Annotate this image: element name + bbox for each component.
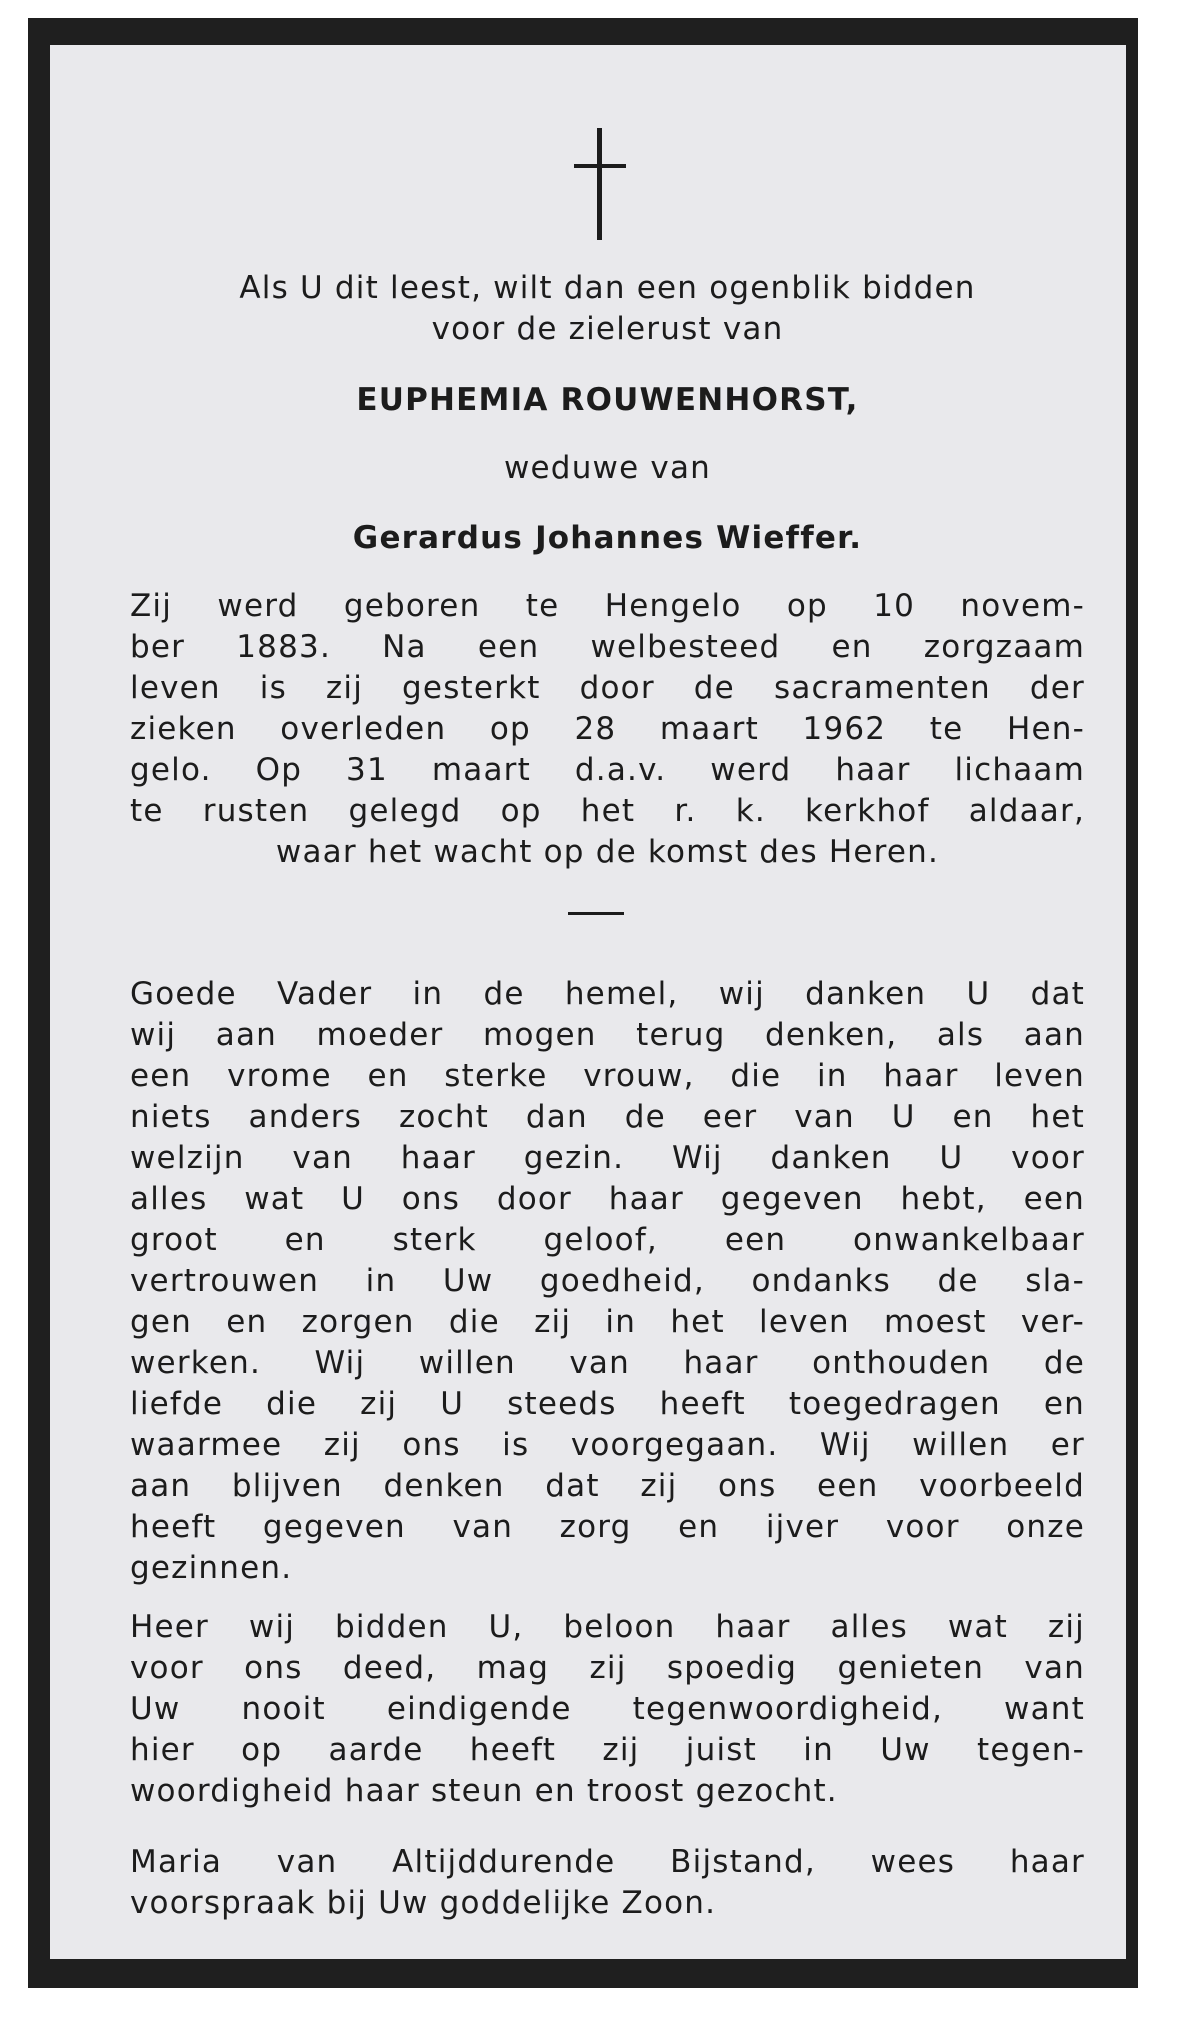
prayer-line: wij aan moeder mogen terug denken, als aan <box>130 1017 1085 1053</box>
prayer-line: waarmee zij ons is voorgegaan. Wij willen er <box>130 1427 1085 1463</box>
prayer-line: voor ons deed, mag zij spoedig genieten van <box>130 1650 1085 1686</box>
prayer-paragraph-3 <box>130 1842 1085 1924</box>
relation-text: weduwe van <box>503 450 712 486</box>
bio-line: ber 1883. Na een welbesteed en zorgzaam <box>130 629 1085 665</box>
prayer-line: hier op aarde heeft zij juist in Uw tegen- <box>130 1732 1085 1768</box>
prayer-line: werken. Wij willen van haar onthouden de <box>130 1345 1085 1381</box>
prayer-line: heeft gegeven van zorg en ijver voor onze <box>130 1509 1085 1545</box>
prayer-line: woordigheid haar steun en troost gezocht. <box>130 1773 838 1809</box>
bio-line: waar het wacht op de komst des Heren. <box>275 834 940 870</box>
prayer-line: Goede Vader in de hemel, wij danken U dat <box>130 976 1085 1012</box>
prayer-line: niets anders zocht dan de eer van U en het <box>130 1099 1085 1135</box>
bio-line: zieken overleden op 28 maart 1962 te Hen- <box>130 711 1085 747</box>
prayer-paragraph-2 <box>130 1607 1085 1812</box>
bio-line: te rusten gelegd op het r. k. kerkhof aldaar, <box>130 793 1085 829</box>
prayer-line: alles wat U ons door haar gegeven hebt, een <box>130 1181 1085 1217</box>
bio-line: Zij werd geboren te Hengelo op 10 novem- <box>130 588 1085 624</box>
prayer-line: Uw nooit eindigende tegenwoordigheid, want <box>130 1691 1085 1727</box>
prayer-line: een vrome en sterke vrouw, die in haar leven <box>130 1058 1085 1094</box>
prayer-line: gezinnen. <box>130 1550 293 1586</box>
section-divider <box>568 912 624 915</box>
biography-paragraph <box>130 586 1085 873</box>
intro-line: voor de zielerust van <box>431 311 784 347</box>
prayer-line: voorspraak bij Uw goddelijke Zoon. <box>130 1885 717 1921</box>
prayer-line: liefde die zij U steeds heeft toegedragen en <box>130 1386 1085 1422</box>
intro-text <box>130 268 1085 350</box>
prayer-line: aan blijven denken dat zij ons een voorbeeld <box>130 1468 1085 1504</box>
cross-icon <box>570 128 630 240</box>
spouse-name: Gerardus Johannes Wieffer. <box>352 520 863 556</box>
prayer-line: Heer wij bidden U, beloon haar alles wat zij <box>130 1609 1085 1645</box>
bio-line: gelo. Op 31 maart d.a.v. werd haar lichaam <box>130 752 1085 788</box>
intro-line: Als U dit leest, wilt dan een ogenblik bidden <box>239 270 976 306</box>
bio-line: leven is zij gesterkt door de sacramenten der <box>130 670 1085 706</box>
prayer-line: Maria van Altijddurende Bijstand, wees haar <box>130 1844 1085 1880</box>
prayer-paragraph-1 <box>130 974 1085 1589</box>
prayer-line: gen en zorgen die zij in het leven moest ver- <box>130 1304 1085 1340</box>
prayer-line: welzijn van haar gezin. Wij danken U voor <box>130 1140 1085 1176</box>
deceased-name: EUPHEMIA ROUWENHORST, <box>356 382 859 418</box>
prayer-line: vertrouwen in Uw goedheid, ondanks de sla- <box>130 1263 1085 1299</box>
prayer-line: groot en sterk geloof, een onwankelbaar <box>130 1222 1085 1258</box>
